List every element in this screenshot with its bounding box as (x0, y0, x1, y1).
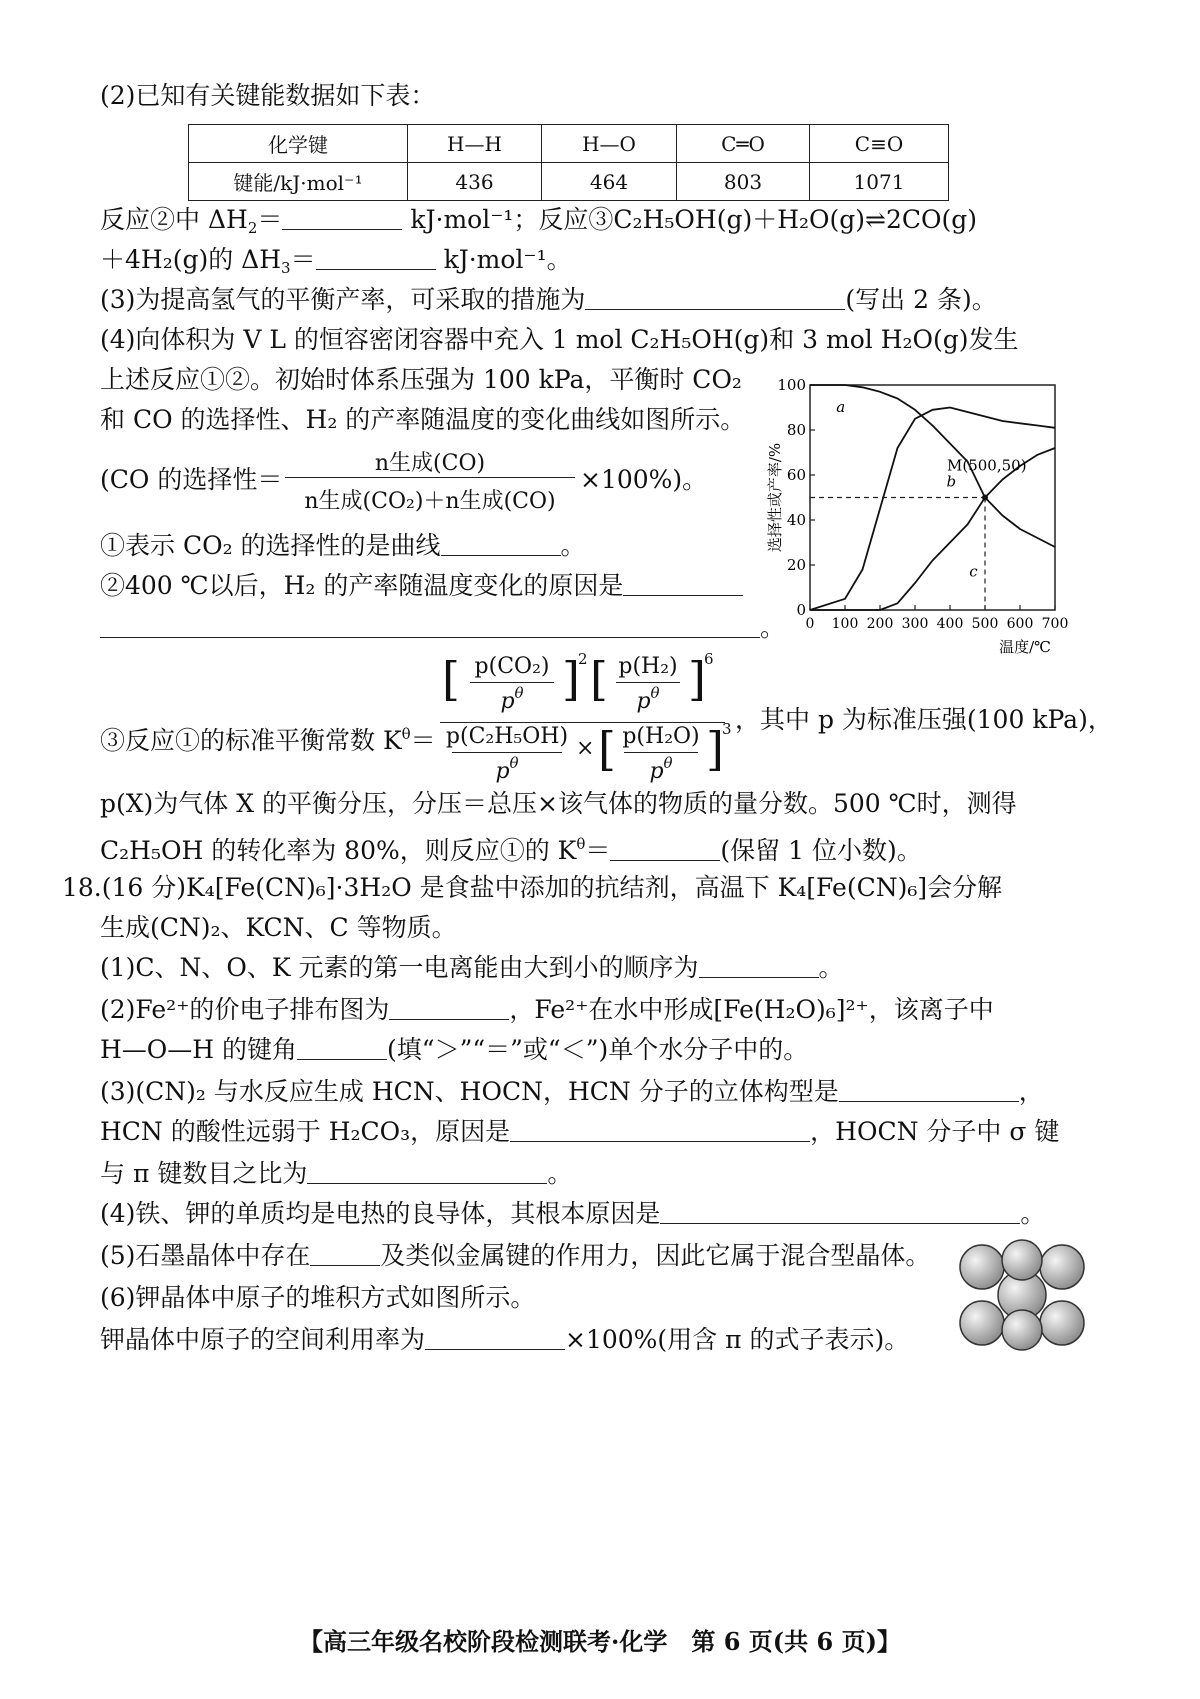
table-cell: 464 (542, 163, 677, 201)
y-tick-label: 80 (786, 421, 806, 439)
q17-2-line1: 反应②中 $\Delta H_2= kJ\cdot mol^{-1}$；反应③C₂H₅OH(g)＋H₂O(g)⇌2CO(g) (100, 205, 978, 237)
co-selectivity-prefix: (CO 的选择性＝ (100, 465, 283, 494)
series-label-b: b (946, 472, 957, 491)
q18-p3-line1: (3)(CN)₂ 与水反应生成 HCN、HOCN，HCN 分子的立体构型是 ， (100, 1077, 1044, 1106)
x-tick-label: 700 (1041, 616, 1069, 632)
x-axis-label: 温度/℃ (999, 638, 1051, 656)
table-row (189, 125, 949, 163)
point-m (982, 495, 988, 501)
selectivity-yield-chart (766, 370, 1100, 660)
table-header-cell: H—H (408, 125, 542, 163)
table-header-cell: C═O (677, 125, 810, 163)
q17-4-line3: 和 CO 的选择性、H₂ 的产率随温度的变化曲线如图所示。 (100, 405, 746, 434)
q17-2-intro: (2)已知有关键能数据如下表： (100, 81, 436, 110)
fraction-bar (285, 477, 575, 478)
co-selectivity-numerator: n生成(CO) (374, 451, 486, 476)
page-footer: 【高三年级名校阶段检测联考·化学 第 6 页(共 6 页)】 (299, 1627, 901, 1656)
q18-p2-line2: H—O—H 的键角 (填“＞”“＝”或“＜”)单个水分子中的。 (100, 1035, 809, 1064)
k-den-h2o: p(H₂O) (622, 724, 700, 749)
table-cell: 1071 (810, 163, 949, 201)
q17-4-sub1: ①表示 CO₂ 的选择性的是曲线 。 (100, 531, 586, 560)
q17-4-sub2-cont: 。 (100, 612, 785, 644)
y-tick-label: 100 (777, 376, 806, 394)
table-row (189, 163, 949, 201)
bond-energy-table (188, 124, 949, 201)
table-header-cell: 化学键 (189, 125, 408, 163)
table-cell: 803 (677, 163, 810, 201)
x-tick-label: 0 (805, 616, 815, 632)
x-tick-label: 400 (936, 616, 964, 632)
point-m-label: M(500,50) (947, 456, 1027, 475)
y-tick-label: 0 (796, 601, 806, 619)
x-tick-label: 600 (1006, 616, 1034, 632)
y-tick-label: 40 (786, 511, 806, 529)
k-den-ethanol: p(C₂H₅OH) (445, 724, 569, 749)
x-tick-label: 300 (901, 616, 929, 632)
series-label-a: a (836, 398, 846, 416)
co-selectivity-denominator: n生成(CO₂)＋n生成(CO) (304, 489, 556, 514)
q17-2-line2: ＋4H₂(g)的 $\Delta H_3= kJ\cdot mol^{-1}$。 (100, 245, 572, 277)
k-num-co2: p(CO₂) (474, 654, 550, 679)
q17-3: (3)为提高氢气的平衡产率，可采取的措施为 (写出 2 条)。 (100, 285, 997, 314)
q17-4-line2: 上述反应①②。初始时体系压强为 100 kPa，平衡时 CO₂ (100, 365, 742, 394)
x-tick-label: 500 (971, 616, 999, 632)
series-line-b (810, 408, 1055, 611)
y-tick-label: 60 (786, 466, 806, 484)
table-cell: 436 (408, 163, 542, 201)
q18-p5: (5)石墨晶体中存在 及类似金属键的作用力，因此它属于混合型晶体。 (100, 1241, 931, 1270)
q18-p3-line2: HCN 的酸性远弱于 H₂CO₃，原因是 ，HOCN 分子中 σ 键 (100, 1117, 1060, 1146)
q18-head1: 18.(16 分)K₄[Fe(CN)₆]·3H₂O 是食盐中添加的抗结剂，高温下 K₄[Fe(CN)₆]会分解 (62, 873, 1003, 902)
q17-4-sub3-suffix: ，其中 p 为标准压强(100 kPa)， (735, 705, 1113, 734)
k-num-h2: p(H₂) (618, 654, 678, 679)
co-selectivity-suffix: ×100%)。 (580, 465, 708, 494)
y-axis-label: 选择性或产率/% (766, 442, 784, 553)
series-label-c: c (969, 562, 978, 581)
x-tick-label: 100 (831, 616, 859, 632)
table-header-cell: C≡O (810, 125, 949, 163)
q18-p4: (4)铁、钾的单质均是电热的良导体，其根本原因是 。 (100, 1199, 1046, 1228)
q18-p2-line1: (2)Fe²⁺的价电子排布图为 ，Fe²⁺在水中形成[Fe(H₂O)₆]²⁺，该离子中 (100, 995, 994, 1024)
table-header-cell: H—O (542, 125, 677, 163)
y-tick-label: 20 (786, 556, 806, 574)
q17-4-line1: (4)向体积为 V L 的恒容密闭容器中充入 1 mol C₂H₅OH(g)和 3 mol H₂O(g)发生 (100, 325, 1019, 354)
q17-4-sub3-prefix: ③反应①的标准平衡常数 $K^\theta=$ (100, 725, 436, 755)
x-tick-label: 200 (866, 616, 894, 632)
q17-4-sub3-line3: C₂H₅OH 的转化率为 80%，则反应①的 $K^\theta=$ (保留 1 位小数)。 (100, 835, 922, 865)
q17-4-sub3-line2: p(X)为气体 X 的平衡分压，分压＝总压×该气体的物质的量分数。500 ℃时，测得 (100, 789, 1017, 818)
q18-p7: 钾晶体中原子的空间利用率为 ×100%(用含 π 的式子表示)。 (100, 1325, 910, 1354)
kp-formula: [ p(CO₂) $p^\theta$ ] 2 [ p(H₂) $p^\theta$ ] 6 p(C₂H₅OH) $p^\theta$ × [ p(H₂O) $p^\theta$ ] 3 (442, 650, 732, 784)
q18-p1: (1)C、N、O、K 元素的第一电离能由大到小的顺序为 。 (100, 953, 844, 982)
potassium-packing-figure (955, 1240, 1090, 1350)
q18-head2: 生成(CN)₂、KCN、C 等物质。 (100, 913, 457, 942)
q18-p3-line3: 与 π 键数目之比为 。 (100, 1159, 573, 1188)
q17-4-sub2: ②400 ℃以后，H₂ 的产率随温度变化的原因是 (100, 570, 743, 602)
table-row-label: 键能/kJ·mol⁻¹ (189, 163, 408, 201)
q18-p6: (6)钾晶体中原子的堆积方式如图所示。 (100, 1283, 536, 1312)
